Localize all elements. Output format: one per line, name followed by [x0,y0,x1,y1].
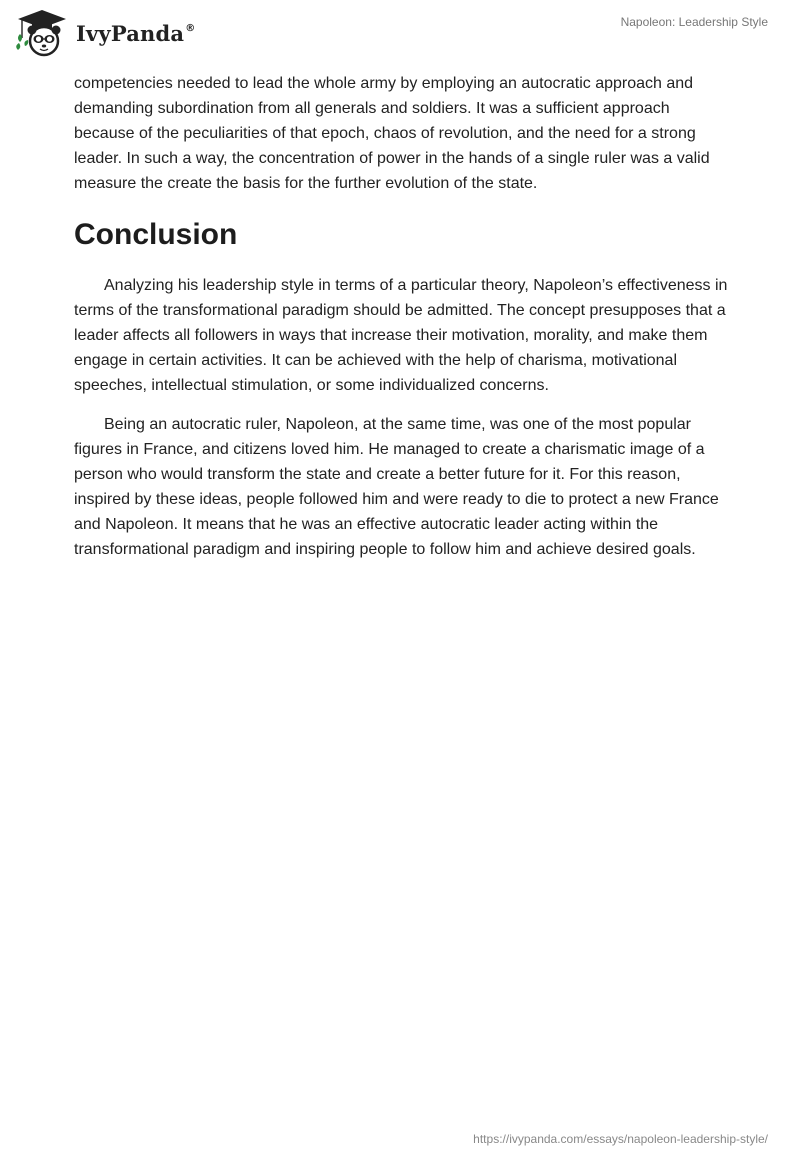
footer-source-url[interactable]: https://ivypanda.com/essays/napoleon-leadership-style/ [473,1132,768,1146]
document-running-title: Napoleon: Leadership Style [620,15,768,29]
conclusion-paragraph-2: Being an autocratic ruler, Napoleon, at the same time, was one of the most popular figures in France, and citizens loved him. He managed to create a charismatic image of a person who would transform the state and create a better future for it. For this reason, inspired by these ideas, people followed him and were ready to die to protect a new France and Napoleon. It means that he was an effective autocratic leader acting within the transformational paradigm and inspiring people to follow him and achieve desired goals. [74,416,719,558]
ivypanda-logo[interactable] [14,8,195,58]
page-header [0,0,800,64]
registered-mark: ® [185,22,196,34]
panda-graduation-cap-icon [14,8,70,58]
document-content [74,71,734,562]
brand-name-text: IvyPanda [76,20,185,46]
continued-paragraph: competencies needed to lead the whole army by employing an autocratic approach and demanding subordination from all generals and soldiers. It was a sufficient approach because of the peculiarities of that epoch, chaos of revolution, and the need for a strong leader. In such a way, the concentration of power in the hands of a single ruler was a valid measure the create the basis for the further evolution of the state. [74,75,710,192]
brand-name [76,21,195,46]
conclusion-heading: Conclusion [74,218,238,251]
conclusion-paragraph-1: Analyzing his leadership style in terms of a particular theory, Napoleon’s effectiveness in terms of the transformational paradigm should be admitted. The concept presupposes that a leader affects all followers in ways that increase their motivation, morality, and make them engage in certain activities. It can be achieved with the help of charisma, motivational speeches, intellectual stimulation, or some individualized concerns. [74,277,728,394]
